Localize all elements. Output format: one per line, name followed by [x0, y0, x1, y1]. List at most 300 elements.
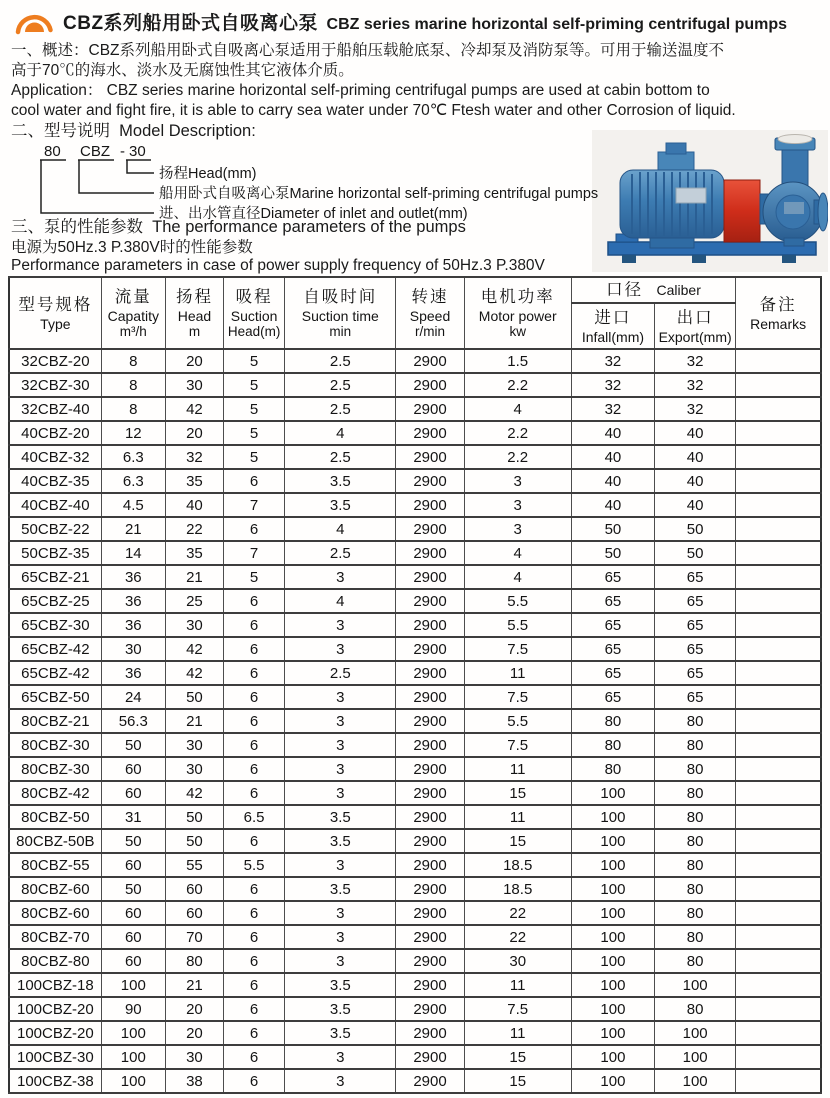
cell-head: 80 [165, 949, 223, 973]
cell-type: 32CBZ-40 [9, 397, 101, 421]
table-row [9, 589, 821, 613]
cell-type: 65CBZ-42 [9, 661, 101, 685]
table-row [9, 445, 821, 469]
cell-infall: 100 [571, 1021, 654, 1045]
cell-remarks [736, 853, 821, 877]
cell-speed: 2900 [396, 589, 464, 613]
col-header-suction-head: 吸程 Suction Head(m) [224, 277, 285, 349]
cell-suction-time: 4 [285, 589, 396, 613]
motor-nameplate [676, 188, 706, 203]
model-code-series: CBZ [80, 143, 110, 160]
cell-infall: 100 [571, 973, 654, 997]
cell-infall: 65 [571, 685, 654, 709]
table-row [9, 781, 821, 805]
cell-type: 65CBZ-21 [9, 565, 101, 589]
cell-suction-head: 5.5 [224, 853, 285, 877]
col-header-caliber: 口径 Caliber [571, 277, 735, 303]
diagram-leader-lines [40, 160, 154, 213]
cell-remarks [736, 397, 821, 421]
cell-infall: 100 [571, 1045, 654, 1069]
cell-suction-time: 4 [285, 421, 396, 445]
cell-infall: 100 [571, 901, 654, 925]
table-row [9, 613, 821, 637]
cell-suction-time: 3.5 [285, 877, 396, 901]
cell-type: 80CBZ-30 [9, 733, 101, 757]
table-row [9, 421, 821, 445]
cell-capacity: 36 [101, 661, 165, 685]
cell-export: 40 [655, 469, 736, 493]
cell-head: 38 [165, 1069, 223, 1093]
table-row [9, 493, 821, 517]
cell-infall: 40 [571, 469, 654, 493]
cell-infall: 65 [571, 613, 654, 637]
cell-head: 20 [165, 349, 223, 373]
cell-capacity: 100 [101, 1021, 165, 1045]
cell-type: 80CBZ-80 [9, 949, 101, 973]
cell-head: 20 [165, 421, 223, 445]
cell-suction-time: 3.5 [285, 997, 396, 1021]
diagram-label-head: 扬程Head(mm) [159, 166, 257, 182]
cell-suction-head: 6 [224, 661, 285, 685]
cell-remarks [736, 709, 821, 733]
cell-suction-time: 3.5 [285, 829, 396, 853]
cell-motor-power: 2.2 [464, 421, 571, 445]
cell-capacity: 14 [101, 541, 165, 565]
cell-capacity: 60 [101, 757, 165, 781]
cell-suction-head: 7 [224, 493, 285, 517]
cell-speed: 2900 [396, 421, 464, 445]
cell-motor-power: 5.5 [464, 589, 571, 613]
cell-infall: 100 [571, 949, 654, 973]
cell-suction-head: 6 [224, 733, 285, 757]
cell-export: 100 [655, 973, 736, 997]
coupling-guard [724, 180, 760, 242]
cell-head: 50 [165, 829, 223, 853]
cell-capacity: 50 [101, 877, 165, 901]
cell-head: 30 [165, 757, 223, 781]
cell-infall: 65 [571, 637, 654, 661]
cell-capacity: 8 [101, 397, 165, 421]
cell-speed: 2900 [396, 565, 464, 589]
cell-speed: 2900 [396, 493, 464, 517]
cell-speed: 2900 [396, 805, 464, 829]
cell-infall: 65 [571, 661, 654, 685]
cell-capacity: 21 [101, 517, 165, 541]
table-row [9, 925, 821, 949]
cell-motor-power: 4 [464, 541, 571, 565]
cell-capacity: 90 [101, 997, 165, 1021]
cell-suction-head: 5 [224, 373, 285, 397]
cell-capacity: 8 [101, 373, 165, 397]
cell-motor-power: 7.5 [464, 637, 571, 661]
cell-type: 100CBZ-20 [9, 1021, 101, 1045]
cell-capacity: 50 [101, 733, 165, 757]
power-note-en: Performance parameters in case of power supply frequency of 50Hz.3 P.380V [11, 257, 545, 274]
model-code-head: 30 [129, 143, 146, 160]
cell-type: 100CBZ-38 [9, 1069, 101, 1093]
cell-infall: 80 [571, 709, 654, 733]
cell-suction-time: 2.5 [285, 445, 396, 469]
cell-speed: 2900 [396, 949, 464, 973]
cell-speed: 2900 [396, 541, 464, 565]
cell-suction-head: 5 [224, 349, 285, 373]
cell-motor-power: 5.5 [464, 709, 571, 733]
performance-table [8, 276, 822, 1094]
cell-infall: 100 [571, 853, 654, 877]
cell-suction-head: 6 [224, 757, 285, 781]
cell-infall: 32 [571, 373, 654, 397]
cell-remarks [736, 829, 821, 853]
cell-remarks [736, 733, 821, 757]
cell-motor-power: 3 [464, 517, 571, 541]
cell-infall: 50 [571, 541, 654, 565]
cell-suction-head: 6 [224, 1021, 285, 1045]
cell-export: 32 [655, 373, 736, 397]
cell-motor-power: 11 [464, 1021, 571, 1045]
cell-infall: 80 [571, 757, 654, 781]
table-row [9, 997, 821, 1021]
cell-capacity: 6.3 [101, 469, 165, 493]
page-title-en: CBZ series marine horizontal self-priming centrifugal pumps [326, 16, 788, 33]
cell-head: 40 [165, 493, 223, 517]
col-header-speed: 转速 Speed r/min [396, 277, 464, 349]
cell-motor-power: 7.5 [464, 685, 571, 709]
col-header-infall: 进口 Infall(mm) [571, 303, 654, 349]
cell-remarks [736, 877, 821, 901]
cell-export: 32 [655, 397, 736, 421]
cell-infall: 40 [571, 421, 654, 445]
col-header-suction-time: 自吸时间 Suction time min [285, 277, 396, 349]
cell-motor-power: 11 [464, 661, 571, 685]
cell-speed: 2900 [396, 973, 464, 997]
section3-heading [11, 217, 466, 237]
cell-speed: 2900 [396, 349, 464, 373]
cell-speed: 2900 [396, 637, 464, 661]
cell-export: 65 [655, 589, 736, 613]
table-row [9, 949, 821, 973]
cell-suction-time: 2.5 [285, 661, 396, 685]
cell-suction-time: 4 [285, 517, 396, 541]
section3-heading-en: The performance parameters of the pumps [152, 218, 466, 236]
cell-remarks [736, 421, 821, 445]
cell-suction-head: 5 [224, 565, 285, 589]
cell-export: 40 [655, 493, 736, 517]
cell-remarks [736, 973, 821, 997]
cell-head: 70 [165, 925, 223, 949]
cell-capacity: 36 [101, 565, 165, 589]
cell-speed: 2900 [396, 661, 464, 685]
cell-motor-power: 18.5 [464, 877, 571, 901]
cell-speed: 2900 [396, 1021, 464, 1045]
cell-capacity: 4.5 [101, 493, 165, 517]
cell-type: 32CBZ-20 [9, 349, 101, 373]
cell-head: 50 [165, 685, 223, 709]
cell-speed: 2900 [396, 613, 464, 637]
cell-remarks [736, 493, 821, 517]
cell-motor-power: 5.5 [464, 613, 571, 637]
cell-suction-head: 5 [224, 397, 285, 421]
cell-type: 100CBZ-20 [9, 997, 101, 1021]
cell-export: 80 [655, 853, 736, 877]
table-row [9, 661, 821, 685]
cell-type: 32CBZ-30 [9, 373, 101, 397]
cell-head: 42 [165, 781, 223, 805]
cell-capacity: 60 [101, 925, 165, 949]
page-title [63, 8, 787, 35]
cell-export: 65 [655, 637, 736, 661]
cell-speed: 2900 [396, 829, 464, 853]
cell-head: 21 [165, 973, 223, 997]
cell-export: 40 [655, 421, 736, 445]
diagram-label-diameter: 进、出水管直径Diameter of inlet and outlet(mm) [159, 206, 468, 222]
model-code-dash: - [120, 143, 125, 160]
table-row [9, 397, 821, 421]
cell-suction-time: 3 [285, 1069, 396, 1093]
cell-remarks [736, 1045, 821, 1069]
table-row [9, 877, 821, 901]
cell-suction-time: 2.5 [285, 397, 396, 421]
cell-infall: 100 [571, 877, 654, 901]
cell-head: 21 [165, 709, 223, 733]
cell-speed: 2900 [396, 469, 464, 493]
cell-remarks [736, 517, 821, 541]
cell-motor-power: 4 [464, 565, 571, 589]
cell-speed: 2900 [396, 445, 464, 469]
cell-infall: 32 [571, 349, 654, 373]
cell-suction-head: 6 [224, 685, 285, 709]
cell-export: 65 [655, 685, 736, 709]
overview-zh-line2: 高于70℃的海水、淡水及无腐蚀性其它液体介质。 [11, 61, 354, 79]
performance-table-body [9, 349, 821, 1093]
cell-motor-power: 4 [464, 397, 571, 421]
cell-infall: 65 [571, 565, 654, 589]
cell-head: 21 [165, 565, 223, 589]
cell-motor-power: 2.2 [464, 445, 571, 469]
cell-type: 80CBZ-21 [9, 709, 101, 733]
cell-remarks [736, 469, 821, 493]
cell-head: 20 [165, 997, 223, 1021]
cell-capacity: 100 [101, 1069, 165, 1093]
cell-export: 100 [655, 1069, 736, 1093]
cell-type: 80CBZ-60 [9, 877, 101, 901]
cell-capacity: 8 [101, 349, 165, 373]
cell-export: 100 [655, 1045, 736, 1069]
cell-remarks [736, 589, 821, 613]
cell-infall: 65 [571, 589, 654, 613]
cell-type: 80CBZ-55 [9, 853, 101, 877]
cell-export: 80 [655, 709, 736, 733]
cell-infall: 40 [571, 445, 654, 469]
cell-speed: 2900 [396, 397, 464, 421]
cell-suction-head: 6 [224, 637, 285, 661]
cell-type: 100CBZ-30 [9, 1045, 101, 1069]
cell-head: 30 [165, 1045, 223, 1069]
cell-motor-power: 18.5 [464, 853, 571, 877]
cell-type: 100CBZ-18 [9, 973, 101, 997]
overview-zh-line1: 一、概述：CBZ系列船用卧式自吸离心泵适用于船舶压载舱底泵、冷却泵及消防泵等。可用于输送温度不 [11, 42, 725, 59]
cell-suction-head: 6 [224, 949, 285, 973]
diagram-label-series: 船用卧式自吸离心泵Marine horizontal self-priming centrifugal pumps [159, 186, 599, 202]
cell-export: 80 [655, 949, 736, 973]
table-row [9, 901, 821, 925]
cell-suction-time: 3 [285, 709, 396, 733]
cell-export: 80 [655, 997, 736, 1021]
cell-remarks [736, 997, 821, 1021]
cell-remarks [736, 445, 821, 469]
cell-type: 80CBZ-50 [9, 805, 101, 829]
cell-export: 80 [655, 901, 736, 925]
cell-speed: 2900 [396, 685, 464, 709]
table-row [9, 373, 821, 397]
cell-suction-head: 5 [224, 421, 285, 445]
cell-speed: 2900 [396, 997, 464, 1021]
power-note-zh: 电源为50Hz.3 P.380V时的性能参数 [11, 239, 253, 256]
table-row [9, 1045, 821, 1069]
table-row [9, 541, 821, 565]
cell-remarks [736, 949, 821, 973]
cell-suction-time: 3 [285, 901, 396, 925]
cell-remarks [736, 565, 821, 589]
cell-motor-power: 1.5 [464, 349, 571, 373]
table-row [9, 637, 821, 661]
cell-infall: 100 [571, 1069, 654, 1093]
cell-capacity: 6.3 [101, 445, 165, 469]
cell-type: 65CBZ-30 [9, 613, 101, 637]
cell-motor-power: 3 [464, 469, 571, 493]
overview-en-line1: Application： CBZ series marine horizontal self-priming centrifugal pumps are used at cabin bottom to [11, 82, 710, 99]
cell-head: 30 [165, 613, 223, 637]
cell-head: 20 [165, 1021, 223, 1045]
cell-suction-time: 2.5 [285, 373, 396, 397]
cell-motor-power: 3 [464, 493, 571, 517]
cell-remarks [736, 1069, 821, 1093]
cell-remarks [736, 805, 821, 829]
cell-head: 42 [165, 397, 223, 421]
col-header-export: 出口 Export(mm) [655, 303, 736, 349]
table-row [9, 829, 821, 853]
cell-type: 65CBZ-50 [9, 685, 101, 709]
table-row [9, 709, 821, 733]
cell-speed: 2900 [396, 709, 464, 733]
cell-type: 40CBZ-40 [9, 493, 101, 517]
cell-speed: 2900 [396, 901, 464, 925]
cell-motor-power: 15 [464, 1069, 571, 1093]
cell-motor-power: 30 [464, 949, 571, 973]
cell-export: 50 [655, 517, 736, 541]
section2-heading [11, 121, 256, 141]
cell-remarks [736, 1021, 821, 1045]
cell-capacity: 60 [101, 853, 165, 877]
cell-type: 80CBZ-50B [9, 829, 101, 853]
cell-motor-power: 11 [464, 973, 571, 997]
cell-export: 65 [655, 613, 736, 637]
cell-head: 42 [165, 661, 223, 685]
cell-remarks [736, 637, 821, 661]
cell-motor-power: 7.5 [464, 733, 571, 757]
cell-speed: 2900 [396, 757, 464, 781]
cell-remarks [736, 685, 821, 709]
cell-head: 22 [165, 517, 223, 541]
cell-suction-time: 3 [285, 757, 396, 781]
cell-motor-power: 22 [464, 901, 571, 925]
cell-motor-power: 15 [464, 829, 571, 853]
cell-type: 40CBZ-32 [9, 445, 101, 469]
cell-suction-head: 6 [224, 709, 285, 733]
cell-motor-power: 7.5 [464, 997, 571, 1021]
cell-suction-head: 6 [224, 1069, 285, 1093]
cell-motor-power: 15 [464, 1045, 571, 1069]
cell-capacity: 56.3 [101, 709, 165, 733]
table-row [9, 733, 821, 757]
col-header-remarks: 备注 Remarks [736, 277, 821, 349]
cell-type: 50CBZ-22 [9, 517, 101, 541]
table-row [9, 685, 821, 709]
cell-capacity: 24 [101, 685, 165, 709]
cell-export: 100 [655, 1021, 736, 1045]
cell-infall: 40 [571, 493, 654, 517]
suction-flange [818, 193, 828, 231]
cell-suction-head: 6 [224, 829, 285, 853]
cell-export: 50 [655, 541, 736, 565]
table-row [9, 517, 821, 541]
cell-infall: 100 [571, 925, 654, 949]
cell-export: 80 [655, 925, 736, 949]
table-row [9, 805, 821, 829]
cell-head: 60 [165, 901, 223, 925]
cell-type: 40CBZ-35 [9, 469, 101, 493]
table-row [9, 1069, 821, 1093]
cell-suction-head: 6 [224, 781, 285, 805]
cell-speed: 2900 [396, 853, 464, 877]
cell-capacity: 30 [101, 637, 165, 661]
cell-suction-time: 3.5 [285, 805, 396, 829]
table-row [9, 853, 821, 877]
col-header-type: 型号规格 Type [9, 277, 101, 349]
cell-remarks [736, 541, 821, 565]
cell-export: 65 [655, 565, 736, 589]
cell-infall: 80 [571, 733, 654, 757]
cell-head: 25 [165, 589, 223, 613]
cell-remarks [736, 349, 821, 373]
cell-type: 80CBZ-30 [9, 757, 101, 781]
cell-motor-power: 11 [464, 757, 571, 781]
cell-motor-power: 15 [464, 781, 571, 805]
section3-heading-zh: 三、泵的性能参数 [11, 218, 143, 236]
cell-motor-power: 11 [464, 805, 571, 829]
cell-type: 80CBZ-60 [9, 901, 101, 925]
cell-suction-time: 3 [285, 949, 396, 973]
cell-suction-time: 3.5 [285, 493, 396, 517]
overview-paragraph-en [11, 81, 823, 120]
cell-suction-head: 6.5 [224, 805, 285, 829]
cell-infall: 100 [571, 805, 654, 829]
cell-speed: 2900 [396, 1045, 464, 1069]
cell-type: 80CBZ-70 [9, 925, 101, 949]
cell-export: 65 [655, 661, 736, 685]
cell-capacity: 100 [101, 973, 165, 997]
cell-infall: 50 [571, 517, 654, 541]
cell-suction-head: 6 [224, 1045, 285, 1069]
cell-head: 60 [165, 877, 223, 901]
cell-head: 35 [165, 541, 223, 565]
cell-infall: 100 [571, 997, 654, 1021]
table-row [9, 349, 821, 373]
cell-suction-time: 3 [285, 565, 396, 589]
cell-suction-time: 2.5 [285, 541, 396, 565]
cell-remarks [736, 613, 821, 637]
cell-capacity: 100 [101, 1045, 165, 1069]
cell-suction-time: 3.5 [285, 1021, 396, 1045]
